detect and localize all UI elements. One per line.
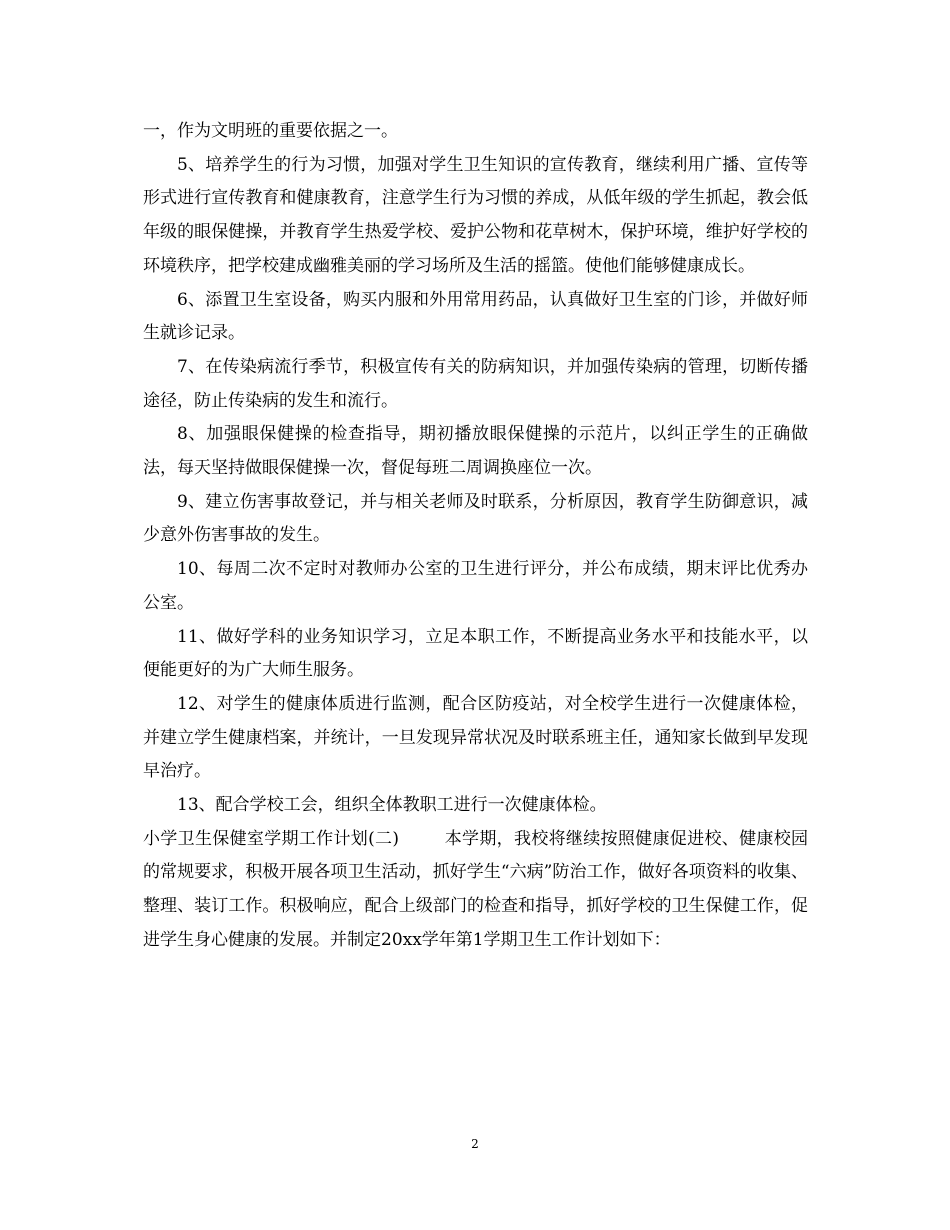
paragraph-item-10: 10、每周二次不定时对教师办公室的卫生进行评分，并公布成绩，期末评比优秀办公室。 bbox=[143, 559, 808, 613]
paragraph-item-5: 5、培养学生的行为习惯，加强对学生卫生知识的宣传教育，继续利用广播、宣传等形式进行宣传教育和健康教育，注意学生行为习惯的养成，从低年级的学生抓起，教会低年级的眼保健操，并教育学生热爱学校、爱护公物和花草树木，保护环境，维护好学校的环境秩序，把学校建成幽雅美丽的学习场所及生活的摇篮。使他们能够健康成长。 bbox=[143, 154, 808, 276]
paragraph-item-9: 9、建立伤害事故登记，并与相关老师及时联系，分析原因，教育学生防御意识，减少意外伤害事故的发生。 bbox=[143, 491, 808, 546]
paragraph-continuation: 一，作为文明班的重要依据之一。 bbox=[143, 121, 398, 141]
document-body bbox=[143, 115, 808, 958]
paragraph-item-13: 13、配合学校工会，组织全体教职工进行一次健康体检。 bbox=[177, 795, 607, 816]
section-title-spacer bbox=[399, 829, 445, 849]
paragraph-item-11: 11、做好学科的业务知识学习，立足本职工作，不断提高业务水平和技能水平，以便能更好的为广大师生服务。 bbox=[143, 626, 808, 681]
paragraph-item-7: 7、在传染病流行季节，积极宣传有关的防病知识，并加强传染病的管理，切断传播途径，防止传染病的发生和流行。 bbox=[143, 356, 808, 411]
paragraph-item-6: 6、添置卫生室设备，购买内服和外用常用药品，认真做好卫生室的门诊，并做好师生就诊记录。 bbox=[143, 289, 808, 344]
section-paragraph bbox=[143, 823, 808, 958]
section-body: 本学期，我校将继续按照健康促进校、健康校园的常规要求，积极开展各项卫生活动，抓好学生“六病”防治工作，做好各项资料的收集、整理、装订工作。积极响应，配合上级部门的检查和指导，抓好学校的卫生保健工作，促进学生身心健康的发展。并制定20xx学年第1学期卫生工作计划如下： bbox=[143, 828, 809, 950]
paragraph-item-8: 8、加强眼保健操的检查指导，期初播放眼保健操的示范片，以纠正学生的正确做法，每天坚持做眼保健操一次，督促每班二周调换座位一次。 bbox=[143, 424, 808, 479]
page-number: 2 bbox=[471, 1137, 479, 1151]
paragraph-item-12: 12、对学生的健康体质进行监测，配合区防疫站，对全校学生进行一次健康体检，并建立学生健康档案，并统计，一旦发现异常状况及时联系班主任，通知家长做到早发现早治疗。 bbox=[143, 693, 808, 782]
section-title: 小学卫生保健室学期工作计划(二) bbox=[143, 828, 399, 849]
